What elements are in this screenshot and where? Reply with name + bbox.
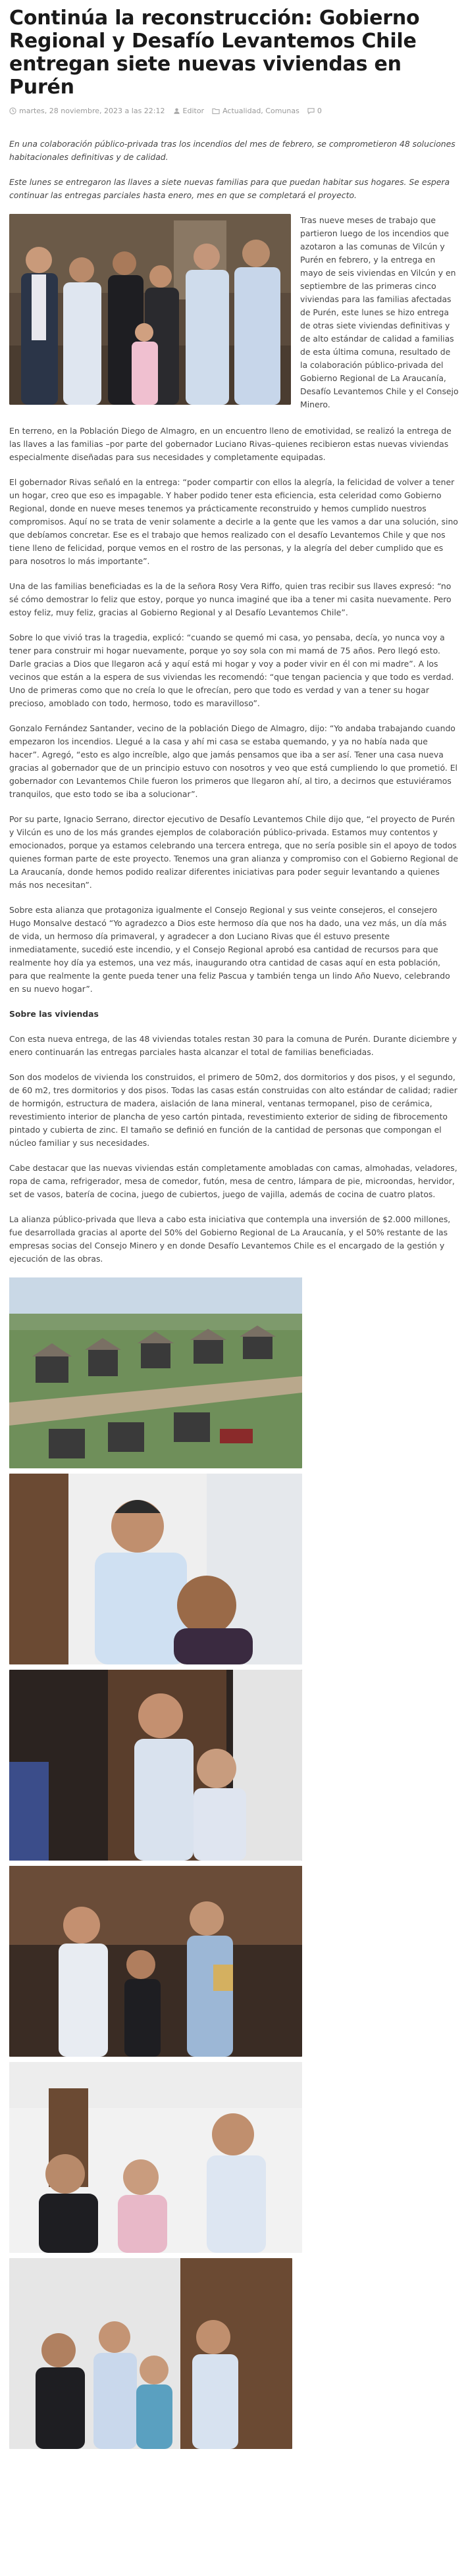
- gallery-photo-keys-5: [9, 2258, 292, 2449]
- clock-icon: [9, 107, 16, 115]
- photo-gallery: [9, 1277, 459, 2449]
- body-paragraph-5: Gonzalo Fernández Santander, vecino de la población Diego de Almagro, dijo: “Yo andaba trabajando cuando empezaron los incendios. Llegué a la casa y ahí mi casa se estaba quemando, y ya no había nada que hacer”. Agregó, “esto es algo increíble, algo que jamás pensamos que iba a ser así. Tener una casa nueva gracias al gobernador que de un principio estuvo con nosotros y veo que está cumpliendo lo que prometió. El gobernador con Levantemos Chile fueron los primeros que llegaron ahí, al tiro, a decirnos que estuviéramos tranquilos, que esto todo se iba a solucionar”.: [9, 723, 458, 799]
- gallery-photo-keys-3: [9, 1866, 302, 2057]
- body2-paragraph-3: Cabe destacar que las nuevas viviendas están completamente amobladas con camas, almohadas, veladores, ropa de cama, refrigerador, mesa de comedor, futón, mesa de centro, lámpara de pie, microondas, hervidor, set de vasos, batería de cocina, juego de cubiertos, juego de vajilla, además de cocina de cuatro platos.: [9, 1163, 457, 1199]
- body-paragraph-3: Una de las familias beneficiadas es la de la señora Rosy Vera Riffo, quien tras recibir sus llaves expresó: “no sé cómo demostrar lo feliz que estoy, porque yo nunca imaginé que iba a tener mi casita nuevamente. Pero estoy feliz, muy feliz, gracias al Gobierno Regional y al Desafío Levantemos Chile”.: [9, 581, 452, 617]
- meta-author[interactable]: [173, 107, 205, 115]
- meta-comments-link[interactable]: 0: [317, 107, 322, 115]
- body-paragraph-1: En terreno, en la Población Diego de Almagro, en un encuentro lleno de emotividad, se realizó la entrega de las llaves a las familias –por parte del gobernador Luciano Rivas–quienes recibieron estas nuevas viviendas especialmente diseñadas para sus necesidades y completamente equipadas.: [9, 426, 452, 462]
- gallery-photo-keys-2: [9, 1670, 302, 1861]
- body2-paragraph-2: Son dos modelos de vivienda los construidos, el primero de 50m2, dos dormitorios y dos pisos, y el segundo, de 60 m2, tres dormitorios y dos pisos. Todas las casas están construidas con alto estándar de calidad; radier de hormigón, estructura de madera, aislación de lana mineral, ventanas termopanel, piso de cerámica, revestimiento interior de plancha de yeso cartón pintada, revestimiento exterior de siding de fibrocemento pintado y cubierta de zinc. El tamaño se definió en función de la cantidad de personas que compongan el núcleo familiar y sus necesidades.: [9, 1072, 457, 1148]
- lead-paragraph-2: Este lunes se entregaron las llaves a siete nuevas familias para que puedan habitar sus hogares. Se espera continuar las entregas parciales hasta enero, mes en que se completará el proyecto.: [9, 177, 450, 200]
- body2-paragraph-4: La alianza público-privada que lleva a cabo esta iniciativa que contempla una inversión de $2.000 millones, fue desarrollada gracias al aporte del 50% del Gobierno Regional de La Araucanía, y el 50% restante de las empresas socias del Consejo Minero y en donde Desafío Levantemos Chile es el encargado de la gestión y ejecución de las obras.: [9, 1214, 451, 1264]
- body-paragraph-4: Sobre lo que vivió tras la tragedia, explicó: “cuando se quemó mi casa, yo pensaba, decía, yo nunca voy a tener para construir mi hogar nuevamente, porque yo soy sola con mi mamá de 75 años. Pero llegó esto. Darle gracias a Dios que llegaron acá y aquí está mi hogar y voy a poder vivir en él con mi madre”. A los vecinos que están a la espera de sus viviendas les recomendó: “que tengan paciencia y que todo es verdad. Uno de primeras como que no creía lo que le ofrecían, pero que todo es verdad y van a tener su hogar precioso, amoblado con todo, hermoso, todo es maravilloso”.: [9, 632, 454, 708]
- intro-paragraph: Tras nueve meses de trabajo que partieron luego de los incendios que azotaron a las comunas de Vilcún y Purén en febrero, y la entrega en mayo de seis viviendas en Vilcún y en septiembre de las primeras cinco viviendas para las familias afectadas de Purén, este lunes se hizo entrega de otras siete viviendas definitivas y de alto estándar de calidad a familias de esta última comuna, resultado de la colaboración público-privada del Gobierno Regional de La Araucanía, Desafío Levantemos Chile y el Consejo Minero.: [300, 215, 459, 409]
- article-meta: [9, 107, 459, 115]
- lead-paragraph-1: En una colaboración público-privada tras los incendios del mes de febrero, se comprometieron 48 soluciones habitacionales definitivas y de calidad.: [9, 139, 455, 162]
- gallery-photo-keys-4: [9, 2062, 302, 2253]
- meta-categories-link[interactable]: Actualidad, Comunas: [222, 107, 299, 115]
- hero-photo: [9, 214, 291, 405]
- meta-categories[interactable]: [212, 107, 299, 115]
- gallery-photo-aerial: [9, 1277, 302, 1468]
- section-heading: Sobre las viviendas: [9, 1009, 99, 1019]
- body-paragraph-2: El gobernador Rivas señaló en la entrega: “poder compartir con ellos la alegría, la felicidad de volver a tener un hogar, creo que eso es impagable. Y haber podido tener esta eficiencia, esta celeridad como Gobierno Regional, donde en nueve meses tenemos ya prácticamente reconstruido y hemos cumplido nuestros compromisos. Aquí no se trata de venir solamente a decirle a la gente que les vamos a dar una solución, sino que debíamos concretar. Ese es el trabajo que hemos realizado con el desafío Levantemos Chile y que nos tiene lleno de felicidad, porque vemos en el rostro de las personas, y la alegría del deber cumplido que es para nosotros lo más importante”.: [9, 477, 458, 566]
- folder-icon: [212, 107, 220, 115]
- body2-paragraph-1: Con esta nueva entrega, de las 48 viviendas totales restan 30 para la comuna de Purén. Durante diciembre y enero continuarán las entregas parciales hasta alcanzar el total de familias beneficiadas.: [9, 1034, 457, 1057]
- article-title: Continúa la reconstrucción: Gobierno Regional y Desafío Levantemos Chile entregan siete nuevas viviendas en Purén: [9, 7, 420, 99]
- intro-block: [9, 214, 459, 411]
- meta-comments[interactable]: [307, 107, 322, 115]
- comment-icon: [307, 107, 315, 115]
- user-icon: [173, 107, 180, 115]
- gallery-photo-keys-1: [9, 1474, 302, 1664]
- body-paragraph-7: Sobre esta alianza que protagoniza igualmente el Consejo Regional y sus veinte consejeros, el consejero Hugo Monsalve destacó “Yo agradezco a Dios este hermoso día que nos ha dado, una vez más, un día más de vida, un hermoso día primaveral, y agradecer a don Luciano Rivas que él estuvo presente inmediatamente, sucedió este incendio, y el Consejo Regional aprobó esa cantidad de recursos para que realmente hoy día ya estemos, una vez más, inaugurando otra cantidad de casas aquí en esta población, para que realmente la gente pueda tener una feliz Pascua y también tenga un lindo Año Nuevo, celebrando en su nuevo hogar”.: [9, 905, 450, 994]
- meta-author-link[interactable]: Editor: [182, 107, 205, 115]
- meta-date: [9, 107, 165, 115]
- hero-photo-image: [9, 214, 291, 405]
- meta-date-text: martes, 28 noviembre, 2023 a las 22:12: [19, 107, 165, 115]
- body-paragraph-6: Por su parte, Ignacio Serrano, director ejecutivo de Desafío Levantemos Chile dijo que, “el proyecto de Purén y Vilcún es uno de los más grandes ejemplos de colaboración público-privada. Estamos muy contentos y emocionados, porque ya estamos celebrando una tercera entrega, que no sería posible sin el apoyo de todos quienes forman parte de este proyecto. Tenemos una gran alianza y compromiso con el Gobierno Regional de La Araucanía, donde hemos podido realizar diferentes iniciativas para poder seguir levantando a quienes más nos necesitan”.: [9, 814, 459, 890]
